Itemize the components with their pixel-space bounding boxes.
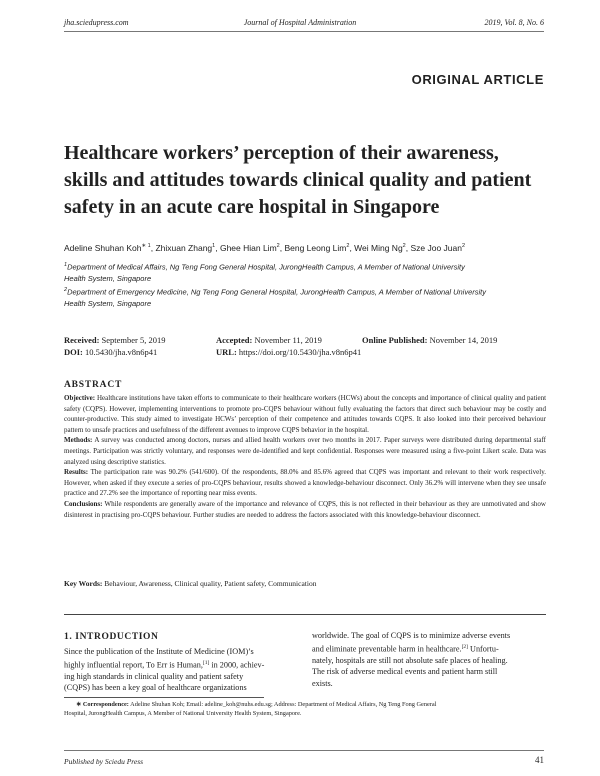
keywords: Key Words: Behaviour, Awareness, Clinical quality, Patient safety, Communication (64, 579, 317, 588)
footnote-rule (64, 697, 264, 698)
header-journal-name: Journal of Hospital Administration (243, 18, 357, 27)
author-sup: 2 (402, 243, 406, 250)
abstract-methods: Methods: A survey was conducted among doctors, nurses and allied health workers over two months in 2017. Paper surveys were distributed during departmental staff meetings. Participation was strictly voluntary, and responses were de-identified and kept confidential. Responses were measured using a five-point Likert scale. Data was analyzed using descriptive statistics. (64, 436, 546, 466)
abstract-results: Results: The participation rate was 90.2% (541/600). Of the respondents, 88.0% and 85.6% agreed that CQPS was important and relevant to their work respectively. However, when asked if they execute a series of pro-CQPS behaviour, results showed a knowledge-behaviour disconnect. Only 36.2% will intervene when they see unsafe practice and 27.2% see the importance of reporting near miss events. (64, 468, 546, 498)
section-heading-introduction: 1. INTRODUCTION (64, 632, 159, 642)
affiliation-text: Health System, Singapore (64, 299, 152, 308)
footer-publisher: Published by Sciedu Press (64, 757, 144, 766)
author-name: Zhixuan Zhang (155, 243, 213, 253)
author-name: Beng Leong Lim (284, 243, 347, 253)
affiliation-text: Department of Medical Affairs, Ng Teng Fong General Hospital, JurongHealth Campus, A Member of National University (67, 262, 465, 272)
page-title (64, 140, 544, 221)
received-date: Received: September 5, 2019 (64, 335, 166, 345)
url: URL: https://doi.org/10.5430/jha.v8n6p41 (216, 347, 362, 357)
affiliation-sup: 1 (64, 262, 68, 268)
title-line: skills and attitudes towards clinical quality and patient (64, 169, 532, 191)
author-sup: 1 (212, 243, 216, 250)
page-number: 41 (535, 755, 544, 765)
author-name: Adeline Shuhan Koh (64, 243, 142, 253)
accepted-date: Accepted: November 11, 2019 (216, 335, 322, 345)
affiliation-sup: 2 (64, 287, 68, 293)
affiliation-text: Health System, Singapore (64, 274, 152, 283)
keywords-rule (64, 614, 546, 615)
author-name: Sze Joo Juan (410, 243, 462, 253)
article-type: ORIGINAL ARTICLE (411, 72, 544, 87)
abstract-heading: ABSTRACT (64, 380, 123, 390)
author-list: Adeline Shuhan Koh$^{∗ 1}$, Zhixuan Zhang$^1$, Ghee Hian Lim$^2$, Beng Leong Lim$^2$, Wei Ming Ng$^2$, Sze Joo Juan$^2$ (64, 243, 466, 253)
author-name: Ghee Hian Lim (219, 243, 277, 253)
intro-right-column: worldwide. The goal of CQPS is to minimize adverse events and eliminate preventable harm in healthcare.[2] Unfortu- nately, hospitals are still not absolute safe places of healing. The risk of adverse medical events and patient harm still exists. (312, 631, 511, 688)
affiliation-1 (64, 260, 544, 285)
author-sup: 2 (346, 243, 350, 250)
title-line: safety in an acute care hospital in Singapore (64, 196, 440, 218)
doi: DOI: 10.5430/jha.v8n6p41 (64, 347, 158, 357)
affiliation-text: Department of Emergency Medicine, Ng Teng Fong General Hospital, JurongHealth Campus, A Member of National University (67, 287, 487, 297)
author-sup: 2 (461, 243, 466, 250)
author-sup: ∗ 1 (141, 243, 151, 250)
abstract-objective: Objective: Healthcare institutions have taken efforts to communicate to their healthcare workers (HCWs) about the concepts and importance of clinical quality and patient safety (CQPS). However, implementing interventions to promote pro-CQPS behaviour without fully evaluating the factors that direct such behaviour may be costly and counter-productive. This study aimed to investigate HCWs’ perception of their competence and attitudes towards CQPS. It also looked into their perceived behaviour pattern to unsafe practices and usefulness of the different avenues to improve CQPS behavior in the hospital. (64, 394, 547, 434)
intro-left-column: Since the publication of the Institute of Medicine (IOM)’s highly influential report, To Err is Human,[1] in 2000, achiev- ing high standards in clinical quality and patient safety (CQPS) has been a key goal of healthcare organizations (64, 647, 265, 693)
title-line: Healthcare workers’ perception of their awareness, (64, 142, 499, 164)
affiliation-2 (64, 285, 544, 310)
published-date: Online Published: November 14, 2019 (362, 335, 498, 345)
abstract-body (64, 393, 546, 520)
header-journal-url: jha.sciedupress.com (64, 18, 129, 27)
header-rule (64, 31, 544, 32)
correspondence-footnote: ∗ Correspondence: Adeline Shuhan Koh; Email: adeline_koh@nuhs.edu.sg; Address: Department of Medical Affairs, Ng Teng Fong General Hospital, JurongHealth Campus, A Member of National University Health System, Singapore. (64, 701, 437, 717)
footer-rule (64, 750, 544, 751)
abstract-conclusions: Conclusions: While respondents are generally aware of the importance and relevance of CQPS, this is not reflected in their behaviour as they are unmotivated and show disinterest in practising pro-CQPS behaviour. Further studies are needed to address the factors associated with this knowledge-behaviour disconnect. (64, 499, 546, 519)
author-name: Wei Ming Ng (354, 243, 403, 253)
author-sup: 2 (276, 243, 280, 250)
header-volume: 2019, Vol. 8, No. 6 (484, 18, 544, 27)
url-link[interactable]: https://doi.org/10.5430/jha.v8n6p41 (238, 347, 362, 357)
doi-link[interactable]: 10.5430/jha.v8n6p41 (85, 347, 158, 357)
